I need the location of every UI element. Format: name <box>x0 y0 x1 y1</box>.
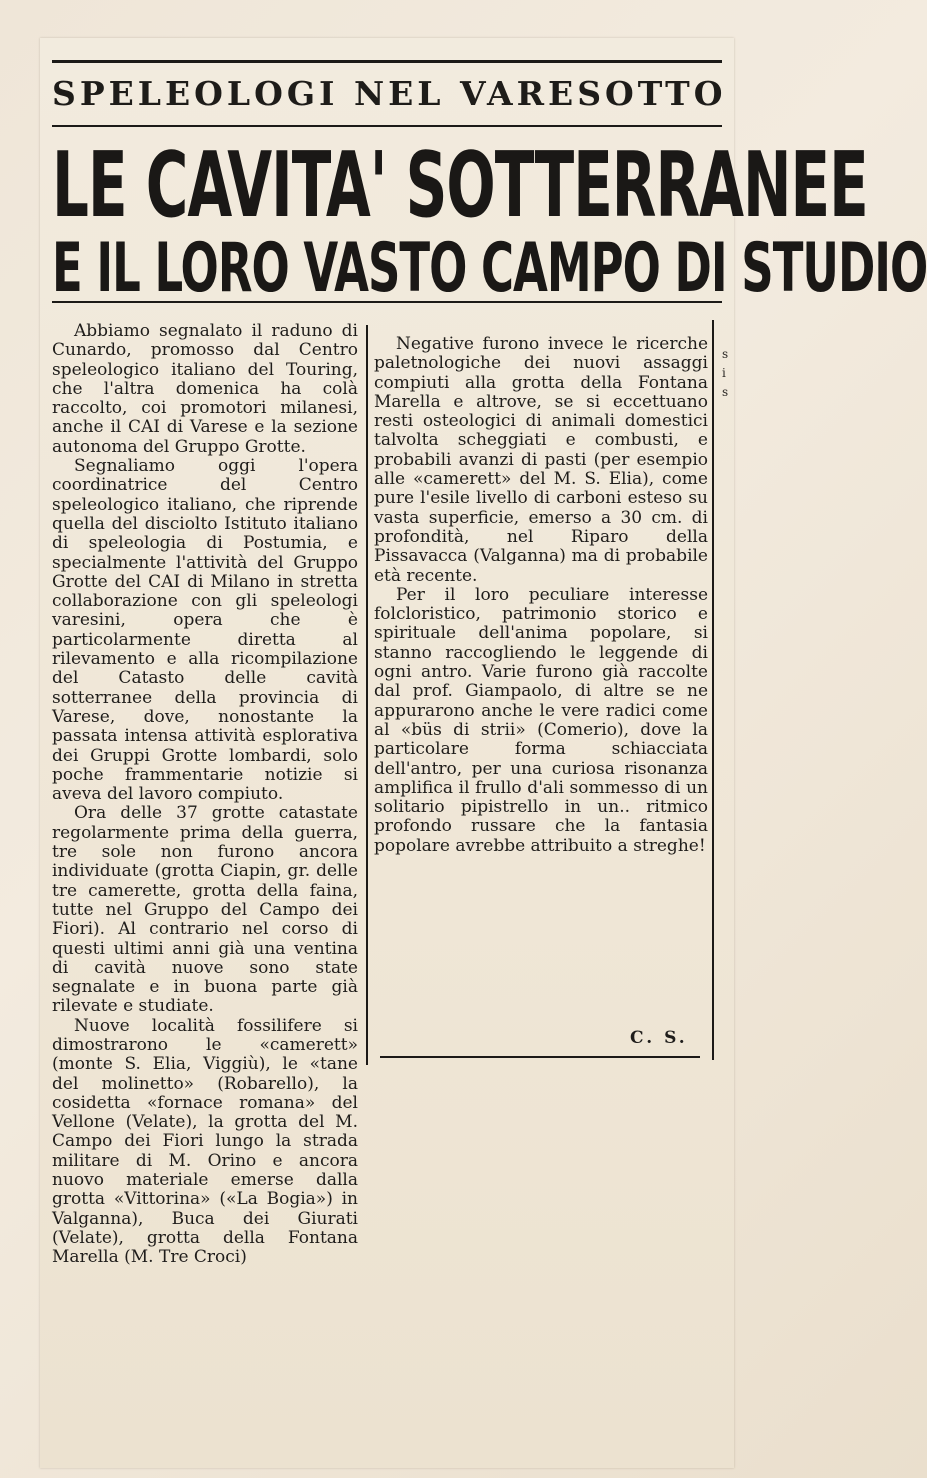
article-kicker: SPELEOLOGI NEL VARESOTTO <box>52 60 722 127</box>
column-divider <box>366 325 368 1065</box>
paragraph: Ora delle 37 grotte catastate regolarmente prima della guerra, tre sole non furono ancora individuate (grotta Ciapin, gr. delle tre camerette, grotta della faina, tutte nel Gruppo del Campo dei Fiori). Al contrario nel corso di questi ultimi anni già una ventina di cavità nuove sono state segnalate e in buona parte già rilevate e studiate. <box>52 803 358 1017</box>
paragraph: Nuove località fossilifere si dimostrarono le «camerett» (monte S. Elia, Viggiù), le «tane del molinetto» (Robarello), la cosidetta «fornace romana» del Vellone (Velate), la grotta del M. Campo dei Fiori lungo la strada militare di M. Orino e ancora nuovo materiale emerse dalla grotta «Vittorina» («La Bogia») in Valganna), Buca dei Giurati (Velate), grotta della Fontana Marella (M. Tre Croci) <box>52 1015 358 1268</box>
paragraph: Abbiamo segnalato il raduno di Cunardo, promosso dal Centro speleologico italiano del Touring, che l'altra domenica ha colà raccolto, coi promotori milanesi, anche il CAI di Varese e la sezione autonoma del Gruppo Grotte. <box>52 321 358 457</box>
headline-rule <box>52 301 722 303</box>
paragraph: Negative furono invece le ricerche paletnologiche dei nuovi assaggi compiuti alla grotta della Fontana Marella e altrove, se si eccettuano resti osteologici di animali domestici talvolta scheggiati e combusti, e probabili avanzi di pasti (per esempio alle «camerett» del M. S. Elia), come pure l'esile livello di carboni esteso su vasta superficie, emerso a 30 cm. di profondità, nel Riparo della Pissavacca (Valganna) ma di probabile età recente. <box>374 334 708 586</box>
column-right <box>374 335 708 856</box>
signature-rule <box>380 1056 700 1058</box>
paragraph: Per il loro peculiare interesse folcloristico, patrimonio storico e spirituale dell'anima popolare, si stanno raccogliendo le leggende di ogni antro. Varie furono già raccolte dal prof. Giampaolo, di altre se ne appurarono anche le vere radici come al «büs di strii» (Comerio), dove la particolare forma schiacciata dell'antro, per una curiosa risonanza amplifica il frullo d'ali sommesso di un solitario pipistrello in un.. ritmico profondo russare che la fantasia popolare avrebbe attribuito a streghe! <box>374 584 708 856</box>
column-left <box>52 322 358 1268</box>
author-signature: C. S. <box>630 1028 688 1048</box>
article-subheadline: E IL LORO VASTO CAMPO DI STUDIO <box>52 228 927 308</box>
article-headline: LE CAVITA' SOTTERRANEE <box>52 132 868 238</box>
paragraph: Segnaliamo oggi l'opera coordinatrice del Centro speleologico italiano, che riprende quella del disciolto Istituto italiano di speleologia di Postumia, e specialmente l'attività del Gruppo Grotte del CAI di Milano in stretta collaborazione con gli speleologi varesini, opera che è particolarmente diretta al rilevamento e alla ricompilazione del Catasto delle cavità sotterranee della provincia di Varese, dove, nonostante la passata intensa attività esplorativa dei Gruppi Grotte lombardi, solo poche frammentarie notizie si aveva del lavoro compiuto. <box>52 456 358 805</box>
right-border <box>712 320 714 1060</box>
edge-fragment: s i s <box>722 347 729 399</box>
